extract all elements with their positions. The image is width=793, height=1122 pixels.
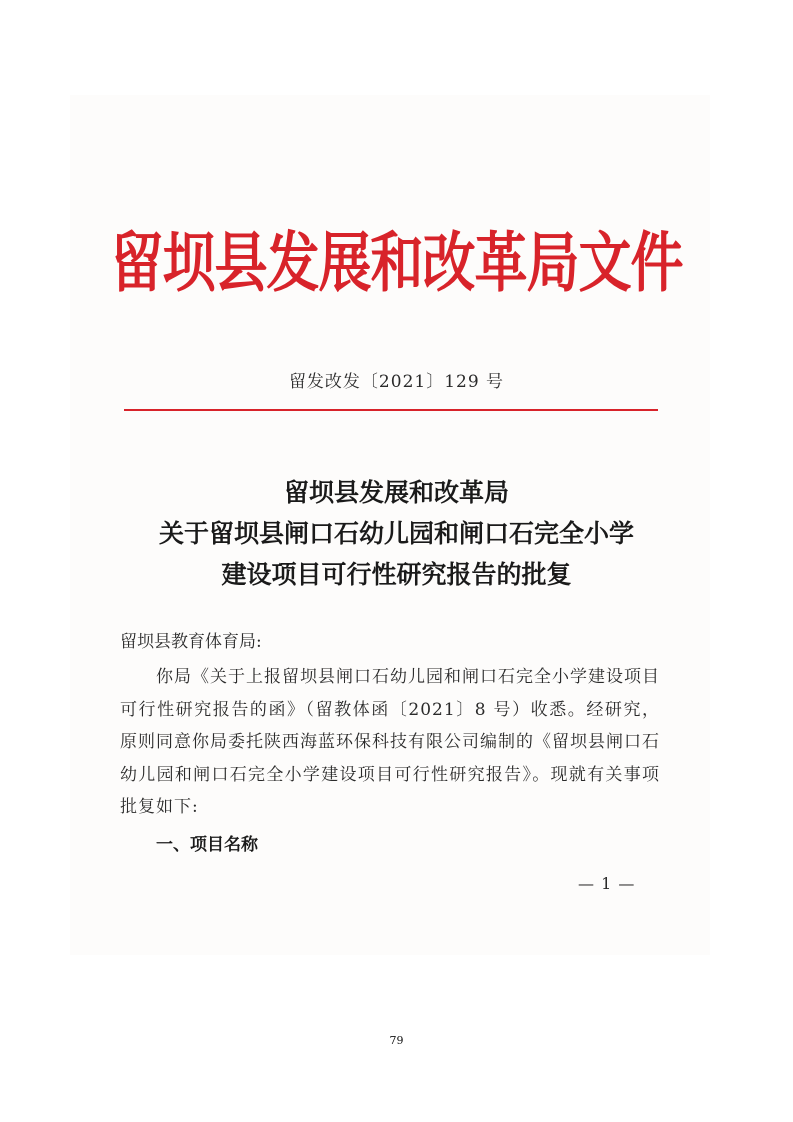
title-line-1: 留坝县发展和改革局 bbox=[283, 478, 509, 507]
document-title bbox=[0, 472, 793, 595]
addressee: 留坝县教育体育局: bbox=[120, 632, 262, 652]
section-heading: 一、项目名称 bbox=[156, 835, 258, 855]
red-divider-line bbox=[124, 409, 658, 411]
body-paragraph: 你局《关于上报留坝县闸口石幼儿园和闸口石完全小学建设项目可行性研究报告的函》（留教体函〔2021〕8 号）收悉。经研究，原则同意你局委托陕西海蓝环保科技有限公司编制的《留坝县闸口石幼儿园和闸口石完全小学建设项目可行性研究报告》。现就有关事项批复如下: bbox=[120, 667, 660, 817]
title-line-3: 建设项目可行性研究报告的批复 bbox=[221, 560, 572, 589]
title-line-2: 关于留坝县闸口石幼儿园和闸口石完全小学 bbox=[158, 519, 634, 548]
issuer-header: 留坝县发展和改革局文件 bbox=[110, 226, 683, 302]
inner-page-number: — 1 — bbox=[578, 874, 636, 893]
outer-page-number: 79 bbox=[389, 1034, 404, 1047]
document-number: 留发改发〔2021〕129 号 bbox=[288, 372, 505, 392]
